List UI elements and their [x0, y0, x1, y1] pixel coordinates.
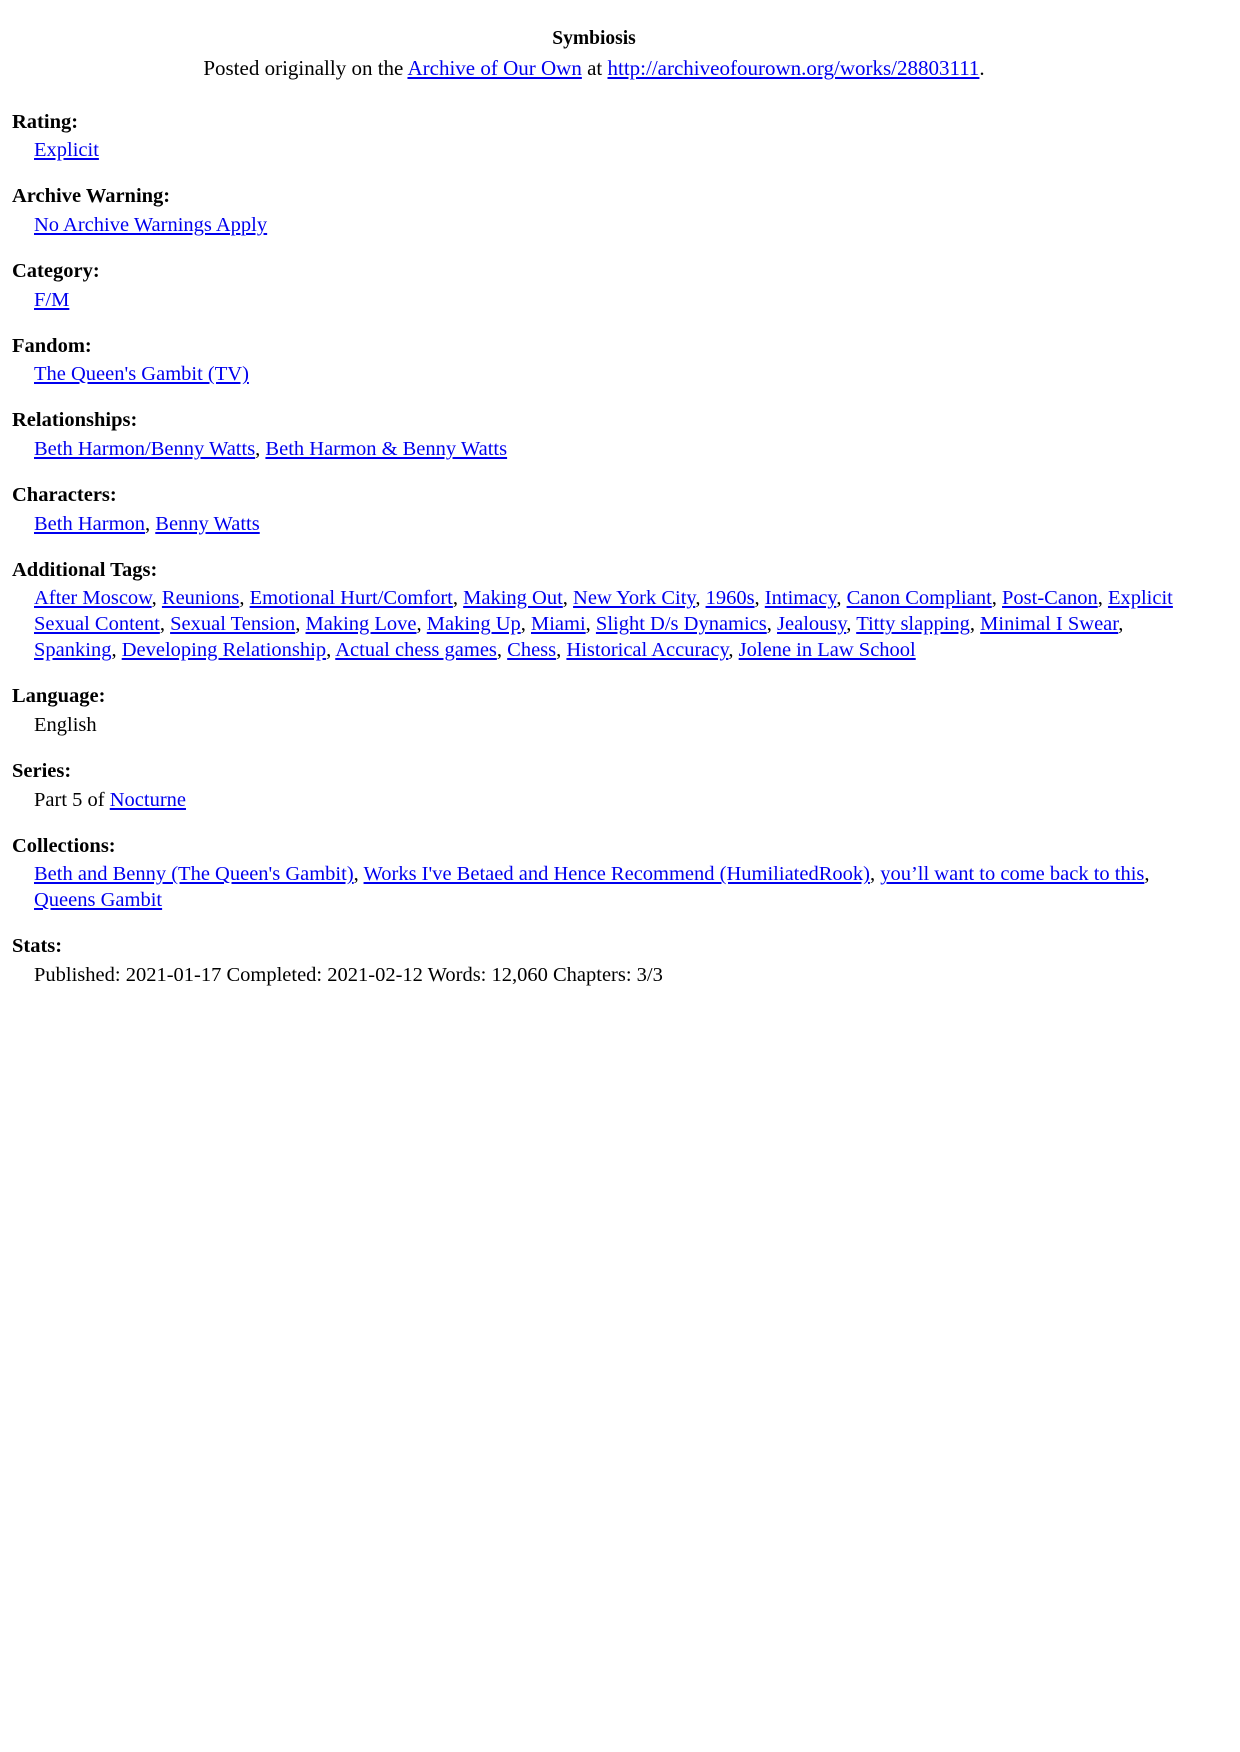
meta-values: [12, 585, 1176, 663]
meta-group-series: [12, 758, 1176, 813]
relationship-link[interactable]: Beth Harmon & Benny Watts: [265, 437, 508, 460]
meta-group-rating: [12, 109, 1176, 164]
meta-label: Series:: [12, 760, 72, 783]
tag-link[interactable]: Chess: [507, 639, 557, 662]
list-separator: ,: [159, 613, 171, 636]
fandom-value-link[interactable]: The Queen's Gambit (TV): [34, 363, 249, 386]
list-separator: ,: [766, 613, 778, 636]
tag-link[interactable]: Historical Accuracy: [566, 639, 729, 662]
meta-group-language: [12, 683, 1176, 738]
archive-warning-value-link[interactable]: No Archive Warnings Apply: [34, 213, 268, 236]
meta-label: Additional Tags:: [12, 558, 158, 581]
meta-group-additional-tags: [12, 557, 1176, 664]
list-separator: ,: [452, 587, 464, 610]
tag-link[interactable]: Making Out: [463, 587, 563, 610]
meta-group-fandom: [12, 333, 1176, 388]
character-link[interactable]: Benny Watts: [155, 512, 260, 535]
list-separator: ,: [520, 613, 531, 636]
character-link[interactable]: Beth Harmon: [34, 512, 146, 535]
list-separator: ,: [111, 639, 122, 662]
archive-of-our-own-link[interactable]: Archive of Our Own: [407, 56, 582, 81]
meta-label: Collections:: [12, 834, 116, 857]
category-value-link[interactable]: F/M: [34, 288, 70, 311]
meta-values: [12, 212, 1176, 238]
meta-values: [12, 287, 1176, 313]
list-separator: ,: [846, 613, 857, 636]
tag-link[interactable]: After Moscow: [34, 587, 152, 610]
list-separator: ,: [562, 587, 574, 610]
language-value: English: [34, 714, 97, 737]
collection-link[interactable]: Works I've Betaed and Hence Recommend (HumiliatedRook): [363, 863, 870, 886]
tag-link[interactable]: Developing Relationship: [121, 639, 327, 662]
collection-link[interactable]: Beth and Benny (The Queen's Gambit): [34, 863, 354, 886]
list-separator: ,: [1097, 587, 1108, 610]
tag-link[interactable]: Reunions: [161, 587, 240, 610]
list-separator: ,: [239, 587, 250, 610]
list-separator: ,: [836, 587, 847, 610]
series-part-text: Part 5 of: [34, 788, 110, 811]
meta-group-stats: [12, 933, 1176, 988]
list-separator: ,: [585, 613, 596, 636]
relationship-link[interactable]: Beth Harmon/Benny Watts: [34, 437, 256, 460]
meta-values: [12, 787, 1176, 813]
list-separator: ,: [151, 587, 162, 610]
period-text: .: [979, 56, 985, 81]
series-link[interactable]: Nocturne: [109, 788, 187, 811]
at-text: at: [581, 56, 608, 81]
tag-link[interactable]: 1960s: [705, 587, 755, 610]
collection-link[interactable]: Queens Gambit: [34, 889, 163, 912]
posted-on-line: [12, 54, 1176, 82]
meta-label: Rating:: [12, 110, 79, 133]
meta-label: Stats:: [12, 935, 63, 958]
list-separator: ,: [496, 639, 508, 662]
tag-link[interactable]: Titty slapping: [856, 613, 970, 636]
list-separator: ,: [969, 613, 981, 636]
list-separator: ,: [1118, 613, 1124, 636]
tag-link[interactable]: Slight D/s Dynamics: [595, 613, 767, 636]
list-separator: ,: [728, 639, 739, 662]
tag-link[interactable]: Jealousy: [777, 613, 847, 636]
meta-label: Relationships:: [12, 409, 138, 432]
list-separator: ,: [255, 437, 266, 460]
work-metadata: [12, 109, 1176, 989]
tag-link[interactable]: Jolene in Law School: [738, 639, 916, 662]
posted-prefix-text: Posted originally on the: [203, 56, 408, 81]
meta-group-collections: [12, 833, 1176, 914]
stats-value: Published: 2021-01-17 Completed: 2021-02-12 Words: 12,060 Chapters: 3/3: [34, 964, 663, 987]
work-url-link[interactable]: http://archiveofourown.org/works/28803111: [607, 56, 980, 81]
meta-group-relationships: [12, 407, 1176, 462]
list-separator: ,: [353, 863, 364, 886]
tag-link[interactable]: Canon Compliant: [846, 587, 992, 610]
meta-values: [12, 137, 1176, 163]
list-separator: ,: [556, 639, 567, 662]
meta-values: [12, 712, 1176, 738]
rating-value-link[interactable]: Explicit: [34, 139, 99, 162]
meta-label: Archive Warning:: [12, 185, 171, 208]
tag-link[interactable]: Making Up: [426, 613, 521, 636]
list-separator: ,: [145, 512, 156, 535]
meta-group-characters: [12, 482, 1176, 537]
meta-group-archive-warning: [12, 183, 1176, 238]
list-separator: ,: [326, 639, 336, 662]
tag-link[interactable]: Spanking: [34, 639, 112, 662]
tag-link[interactable]: Explicit Sexual Content: [34, 587, 1173, 636]
work-title: Symbiosis: [552, 28, 636, 49]
list-separator: ,: [1144, 863, 1150, 886]
tag-link[interactable]: Emotional Hurt/Comfort: [249, 587, 453, 610]
list-separator: ,: [754, 587, 765, 610]
tag-link[interactable]: Sexual Tension: [170, 613, 296, 636]
meta-values: [12, 511, 1176, 537]
list-separator: ,: [295, 613, 306, 636]
tag-link[interactable]: Actual chess games: [335, 639, 497, 662]
list-separator: ,: [416, 613, 427, 636]
meta-values: [12, 436, 1176, 462]
list-separator: ,: [695, 587, 706, 610]
collection-link[interactable]: you’ll want to come back to this: [880, 863, 1145, 886]
tag-link[interactable]: New York City: [573, 587, 696, 610]
meta-label: Fandom:: [12, 334, 92, 357]
tag-link[interactable]: Minimal I Swear: [980, 613, 1119, 636]
meta-label: Language:: [12, 685, 106, 708]
meta-values: [12, 361, 1176, 387]
tag-link[interactable]: Making Love: [305, 613, 417, 636]
list-separator: ,: [991, 587, 1003, 610]
tag-link[interactable]: Miami: [531, 613, 586, 636]
meta-group-category: [12, 258, 1176, 313]
meta-label: Characters:: [12, 484, 117, 507]
list-separator: ,: [869, 863, 881, 886]
meta-label: Category:: [12, 260, 100, 282]
meta-values: [12, 861, 1176, 913]
tag-link[interactable]: Intimacy: [764, 587, 837, 610]
tag-link[interactable]: Post-Canon: [1002, 587, 1098, 610]
